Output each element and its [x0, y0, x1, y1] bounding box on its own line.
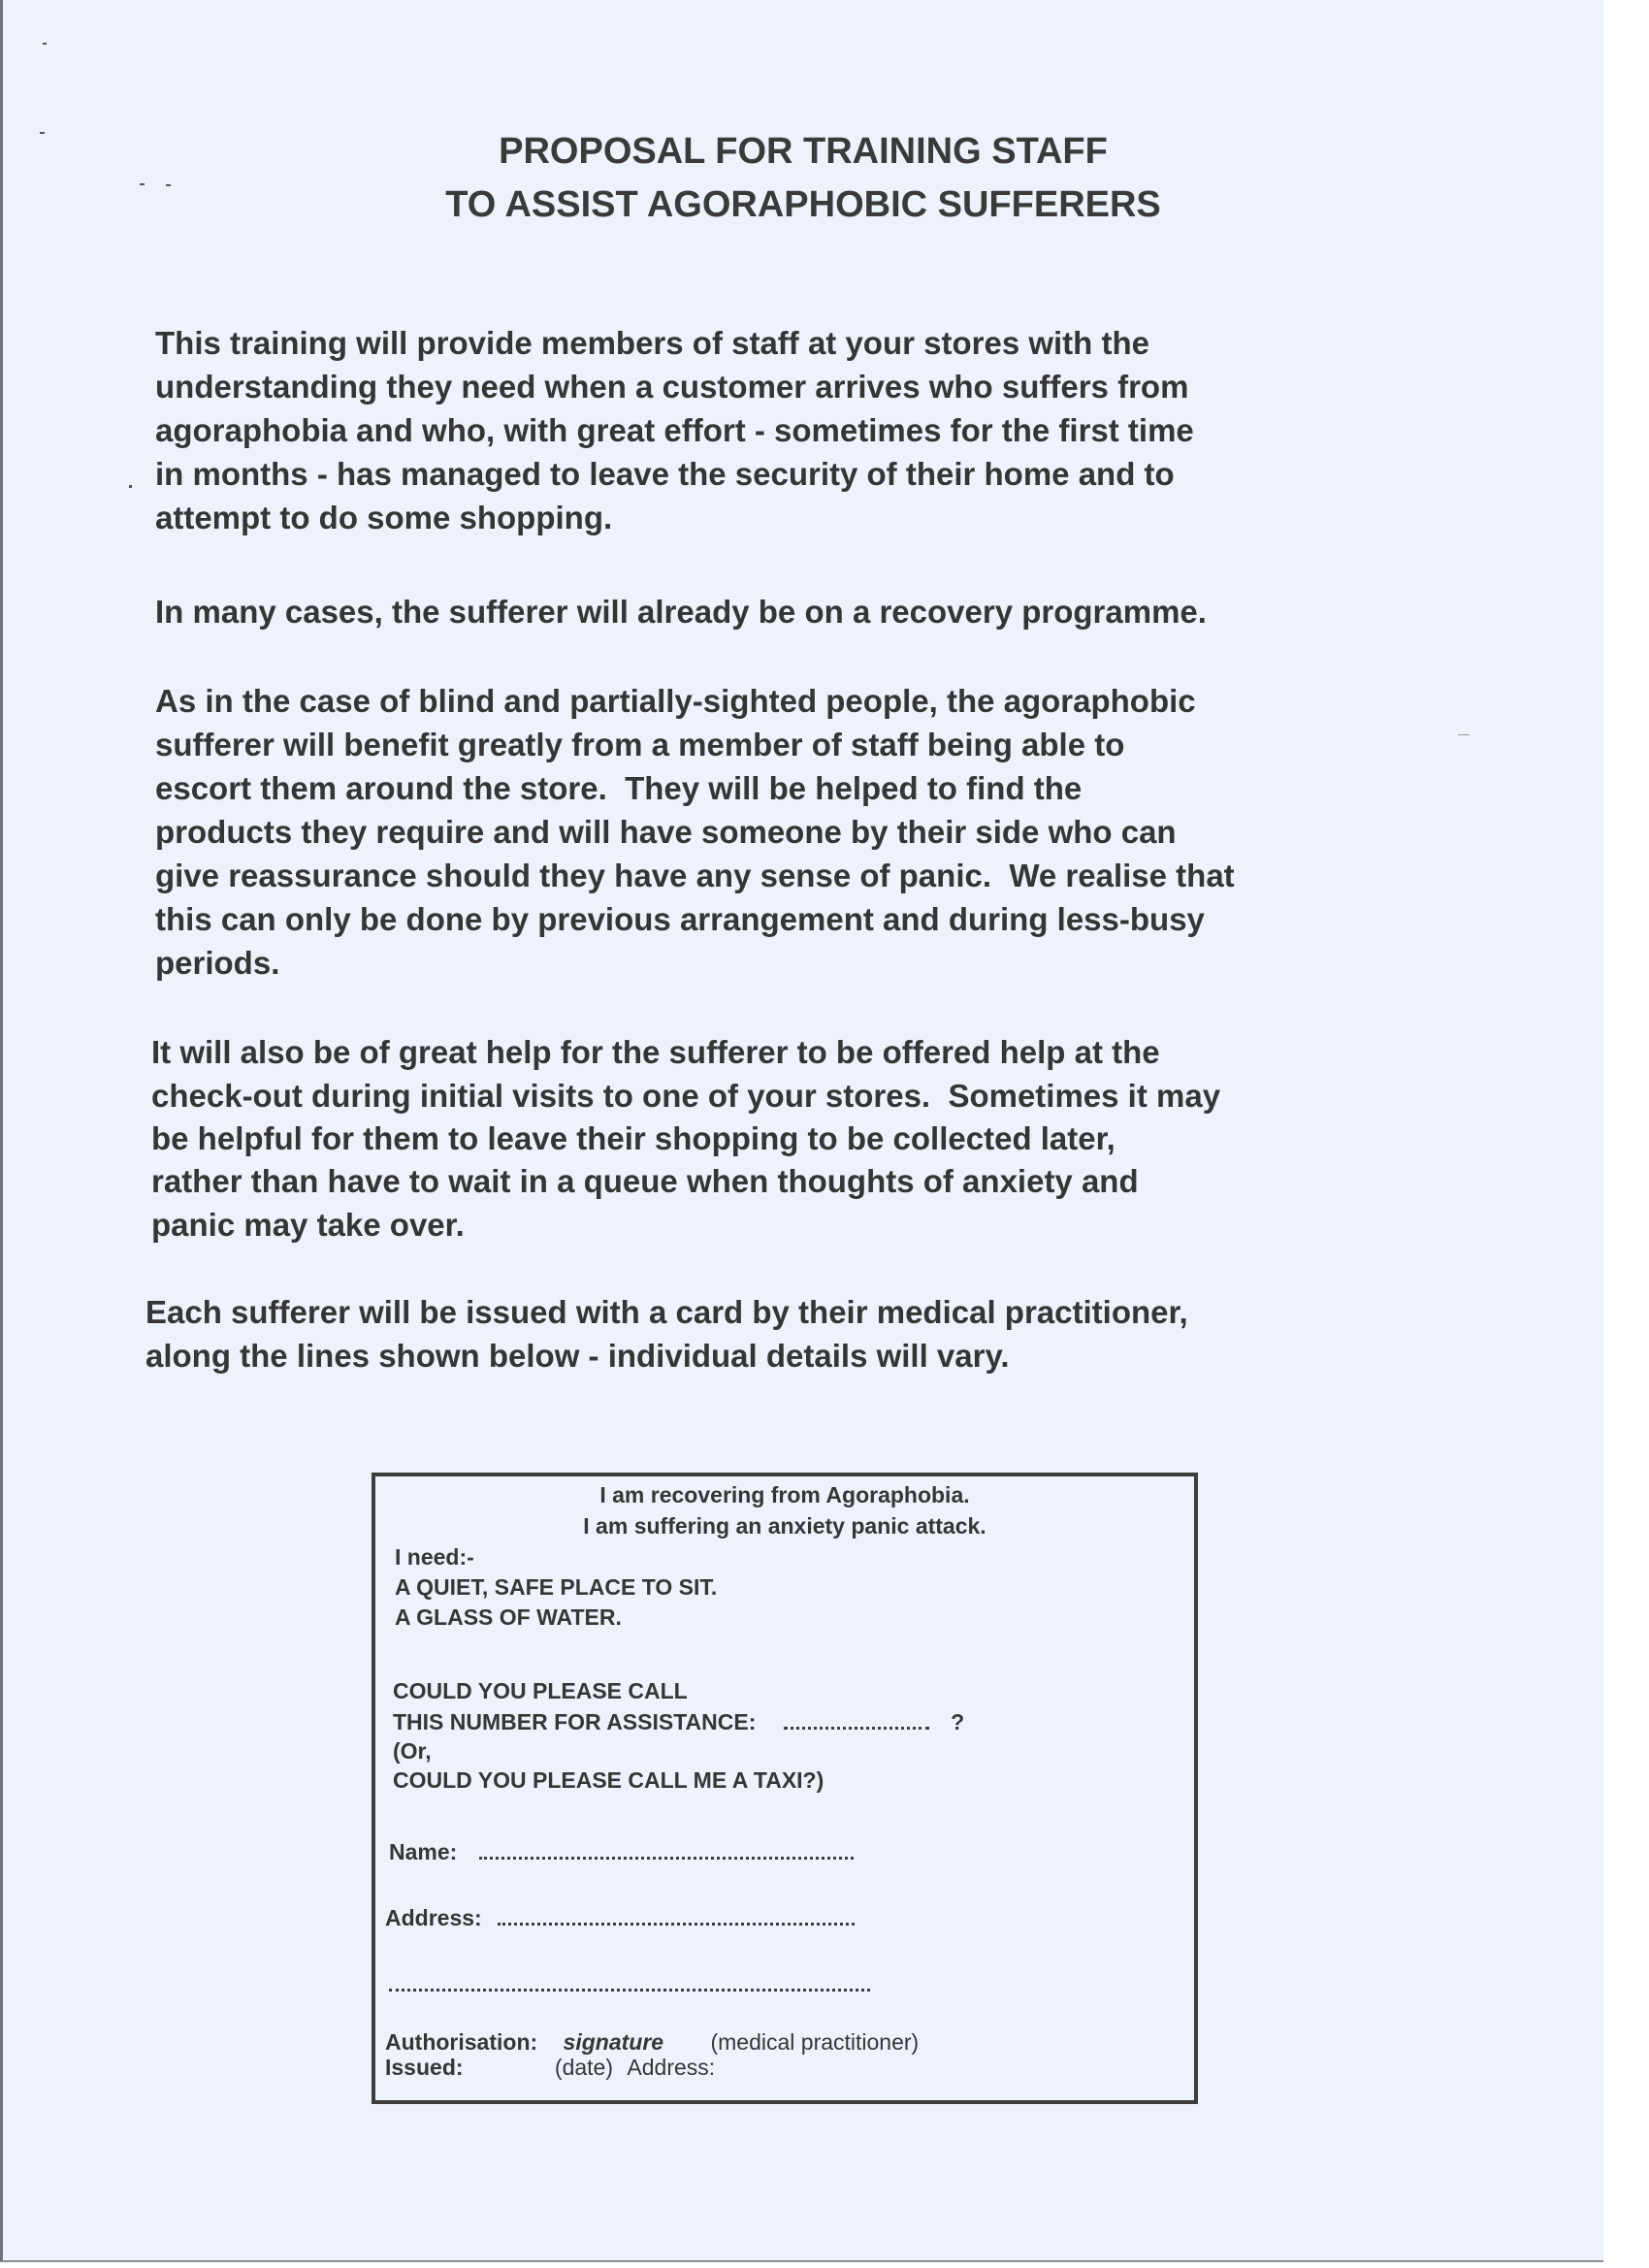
- paragraph-line: be helpful for them to leave their shopping to be collected later,: [151, 1120, 1116, 1156]
- scan-speck: [140, 183, 145, 185]
- paragraph-line: along the lines shown below - individual details will vary.: [146, 1338, 1010, 1374]
- card-need-item: A GLASS OF WATER.: [395, 1604, 622, 1630]
- paragraph-line: sufferer will benefit greatly from a member of staff being able to: [155, 727, 1125, 762]
- card-name-label: Name:: [389, 1839, 458, 1864]
- card-name-field: [479, 1857, 854, 1860]
- card-issued-label: Issued:: [385, 2055, 464, 2080]
- paragraph-line: escort them around the store. They will be helped to find the: [155, 770, 1083, 806]
- paragraph-line: understanding they need when a customer arrives who suffers from: [155, 369, 1189, 405]
- card-heading-line-1: I am recovering from Agoraphobia.: [599, 1482, 970, 1507]
- paragraph-line: give reassurance should they have any sense of panic. We realise that: [155, 858, 1235, 893]
- card-address-label: Address:: [385, 1905, 482, 1930]
- card-taxi-line: COULD YOU PLEASE CALL ME A TAXI?): [393, 1767, 824, 1793]
- card-name-row: [389, 1839, 854, 1865]
- card-call-question-mark: ?: [951, 1709, 965, 1734]
- card-authorisation-row: [385, 2029, 919, 2056]
- card-address-row: [385, 1905, 855, 1931]
- card-call-line-2: [393, 1709, 964, 1735]
- paragraph-line: rather than have to wait in a queue when thoughts of anxiety and: [151, 1163, 1139, 1199]
- card-need-item: A QUIET, SAFE PLACE TO SIT.: [395, 1574, 718, 1600]
- card-call-line-1: COULD YOU PLEASE CALL: [393, 1678, 688, 1703]
- card-practitioner-text: (medical practitioner): [710, 2029, 920, 2055]
- agoraphobia-card: [372, 1473, 1198, 2104]
- card-need-label: I need:-: [395, 1544, 474, 1570]
- paragraph-line: This training will provide members of staff at your stores with the: [155, 325, 1149, 361]
- paragraph-line: attempt to do some shopping.: [155, 500, 613, 535]
- paragraph-line: panic may take over.: [151, 1207, 465, 1243]
- card-issued-address-label: Address:: [627, 2055, 716, 2080]
- scan-speck: [43, 43, 47, 45]
- card-address-field: [498, 1923, 855, 1926]
- scan-speck: [166, 184, 171, 186]
- document-title-line-1: PROPOSAL FOR TRAINING STAFF: [499, 131, 1108, 172]
- paragraph-line: check-out during initial visits to one of your stores. Sometimes it may: [151, 1078, 1221, 1114]
- paragraph-line: agoraphobia and who, with great effort - sometimes for the first time: [155, 412, 1194, 448]
- card-or-line: (Or,: [393, 1738, 432, 1764]
- paragraph-line: It will also be of great help for the sufferer to be offered help at the: [151, 1034, 1160, 1070]
- card-heading-line-2: I am suffering an anxiety panic attack.: [583, 1513, 986, 1539]
- card-assistance-label: THIS NUMBER FOR ASSISTANCE:: [393, 1709, 757, 1734]
- paragraph-line: As in the case of blind and partially-sighted people, the agoraphobic: [155, 683, 1196, 719]
- paragraph-line: in months - has managed to leave the security of their home and to: [155, 456, 1175, 492]
- card-address-field-2: [389, 1989, 870, 1992]
- paragraph-line: periods.: [155, 945, 280, 981]
- assistance-number-field: [784, 1727, 929, 1730]
- card-date-text: (date): [554, 2055, 614, 2080]
- scan-speck: [1458, 734, 1470, 735]
- card-issued-row: [385, 2055, 715, 2081]
- scan-speck: [40, 132, 45, 134]
- card-signature-text: signature: [563, 2029, 664, 2055]
- paragraph-line: products they require and will have someone by their side who can: [155, 814, 1177, 850]
- card-address-row-2: [389, 1971, 870, 1997]
- card-authorisation-label: Authorisation:: [385, 2029, 538, 2055]
- document-title-line-2: TO ASSIST AGORAPHOBIC SUFFERERS: [445, 184, 1161, 225]
- paragraph-line: In many cases, the sufferer will already be on a recovery programme.: [155, 594, 1207, 630]
- paragraph-line: this can only be done by previous arrangement and during less-busy: [155, 901, 1205, 937]
- scan-speck: [129, 485, 132, 488]
- paragraph-line: Each sufferer will be issued with a card by their medical practitioner,: [146, 1294, 1188, 1330]
